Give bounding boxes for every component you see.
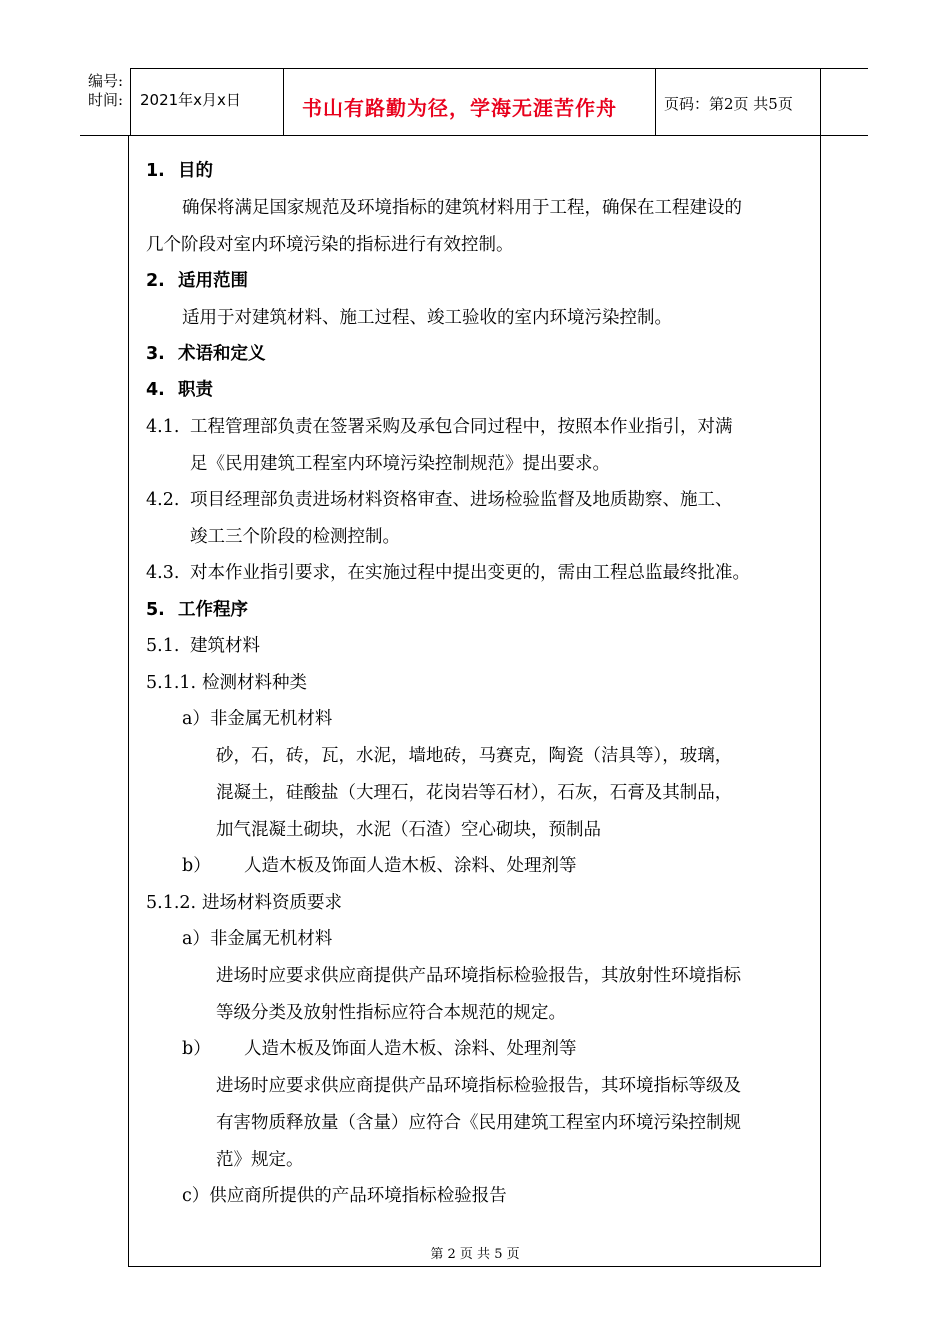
header-page-code: 页码：第2页 共5页 [664,95,793,113]
section-1-para-line-2: 几个阶段对室内环境污染的指标进行有效控制。 [146,235,514,255]
item-5-1-1 [146,672,307,694]
item-5-1-1-a-line-2: 混凝土，硅酸盐（大理石，花岗岩等石材），石灰，石膏及其制品， [216,783,733,803]
section-title: 适用范围 [178,271,248,291]
section-title: 术语和定义 [178,344,266,364]
header-divider-2 [283,68,284,135]
item-text: 工程管理部负责在签署采购及承包合同过程中，按照本作业指引，对满 [190,417,733,437]
item-4-2-line-2: 竣工三个阶段的检测控制。 [190,527,400,547]
item-number: 5.1. [146,636,180,656]
section-number: 1. [146,161,165,181]
section-2-para: 适用于对建筑材料、施工过程、竣工验收的室内环境污染控制。 [182,308,672,328]
section-4-heading [146,379,213,401]
item-number: 5.1.1. [146,673,197,693]
section-number: 5. [146,600,165,620]
item-5-1-2-b-line-1: 进场时应要求供应商提供产品环境指标检验报告，其环境指标等级及 [216,1076,741,1096]
item-4-3-line-1 [146,562,750,584]
section-number: 2. [146,271,165,291]
item-text: 检测材料种类 [202,673,307,693]
header-motto: 书山有路勤为径，学海无涯苦作舟 [302,96,617,120]
item-5-1-2-b-line-2: 有害物质释放量（含量）应符合《民用建筑工程室内环境污染控制规 [216,1113,741,1133]
header-date: 2021年x月x日 [140,91,241,109]
item-number: 4.2. [146,490,180,510]
item-5-1-2-b-line-3: 范》规定。 [216,1150,304,1170]
code-label: 编号: [88,72,124,90]
item-5-1-1-a-line-1: 砂，石，砖，瓦，水泥，墙地砖，马赛克，陶瓷（洁具等），玻璃， [216,746,733,766]
section-3-heading [146,343,266,365]
page-border-right [820,135,821,1267]
item-4-2-line-1 [146,489,733,511]
item-5-1-2-c-label: c）供应商所提供的产品环境指标检验报告 [182,1186,507,1206]
section-title: 工作程序 [178,600,248,620]
item-5-1 [146,635,260,657]
header-divider-1 [130,68,131,135]
page-border-bottom [128,1266,821,1267]
item-5-1-2-a-line-1: 进场时应要求供应商提供产品环境指标检验报告，其放射性环境指标 [216,966,741,986]
header-bottom-rule [80,135,868,136]
header-divider-3 [655,68,656,135]
item-text: 对本作业指引要求，在实施过程中提出变更的，需由工程总监最终批准。 [190,563,750,583]
item-4-1-line-2: 足《民用建筑工程室内环境污染控制规范》提出要求。 [190,454,610,474]
header-top-rule [130,68,868,69]
section-title: 目的 [178,161,213,181]
item-text: 项目经理部负责进场材料资格审查、进场检验监督及地质勘察、施工、 [190,490,733,510]
page-footer: 第 2 页 共 5 页 [430,1247,520,1262]
item-number: 4.3. [146,563,180,583]
section-1-heading [146,160,213,182]
section-2-heading [146,270,248,292]
section-number: 3. [146,344,165,364]
section-title: 职责 [178,380,213,400]
item-number: 4.1. [146,417,180,437]
time-label: 时间: [88,91,124,109]
section-5-heading [146,599,248,621]
item-text: 人造木板及饰面人造木板、涂料、处理剂等 [244,856,577,876]
page-border-left [128,135,129,1267]
item-5-1-1-a-line-3: 加气混凝土砌块，水泥（石渣）空心砌块，预制品 [216,820,601,840]
item-5-1-1-b [182,855,577,877]
item-4-1-line-1 [146,416,733,438]
item-5-1-2-a-label: a）非金属无机材料 [182,929,333,949]
item-number: 5.1.2. [146,893,197,913]
item-5-1-2 [146,892,342,914]
item-label: b） [182,856,211,876]
item-label: b） [182,1039,211,1059]
header-divider-4 [820,68,821,135]
item-5-1-1-a-label: a）非金属无机材料 [182,709,333,729]
item-text: 建筑材料 [190,636,260,656]
item-5-1-2-a-line-2: 等级分类及放射性指标应符合本规范的规定。 [216,1003,566,1023]
section-1-para-line-1: 确保将满足国家规范及环境指标的建筑材料用于工程，确保在工程建设的 [182,198,742,218]
item-5-1-2-b [182,1038,577,1060]
section-number: 4. [146,380,165,400]
item-text: 进场材料资质要求 [202,893,342,913]
item-text: 人造木板及饰面人造木板、涂料、处理剂等 [244,1039,577,1059]
